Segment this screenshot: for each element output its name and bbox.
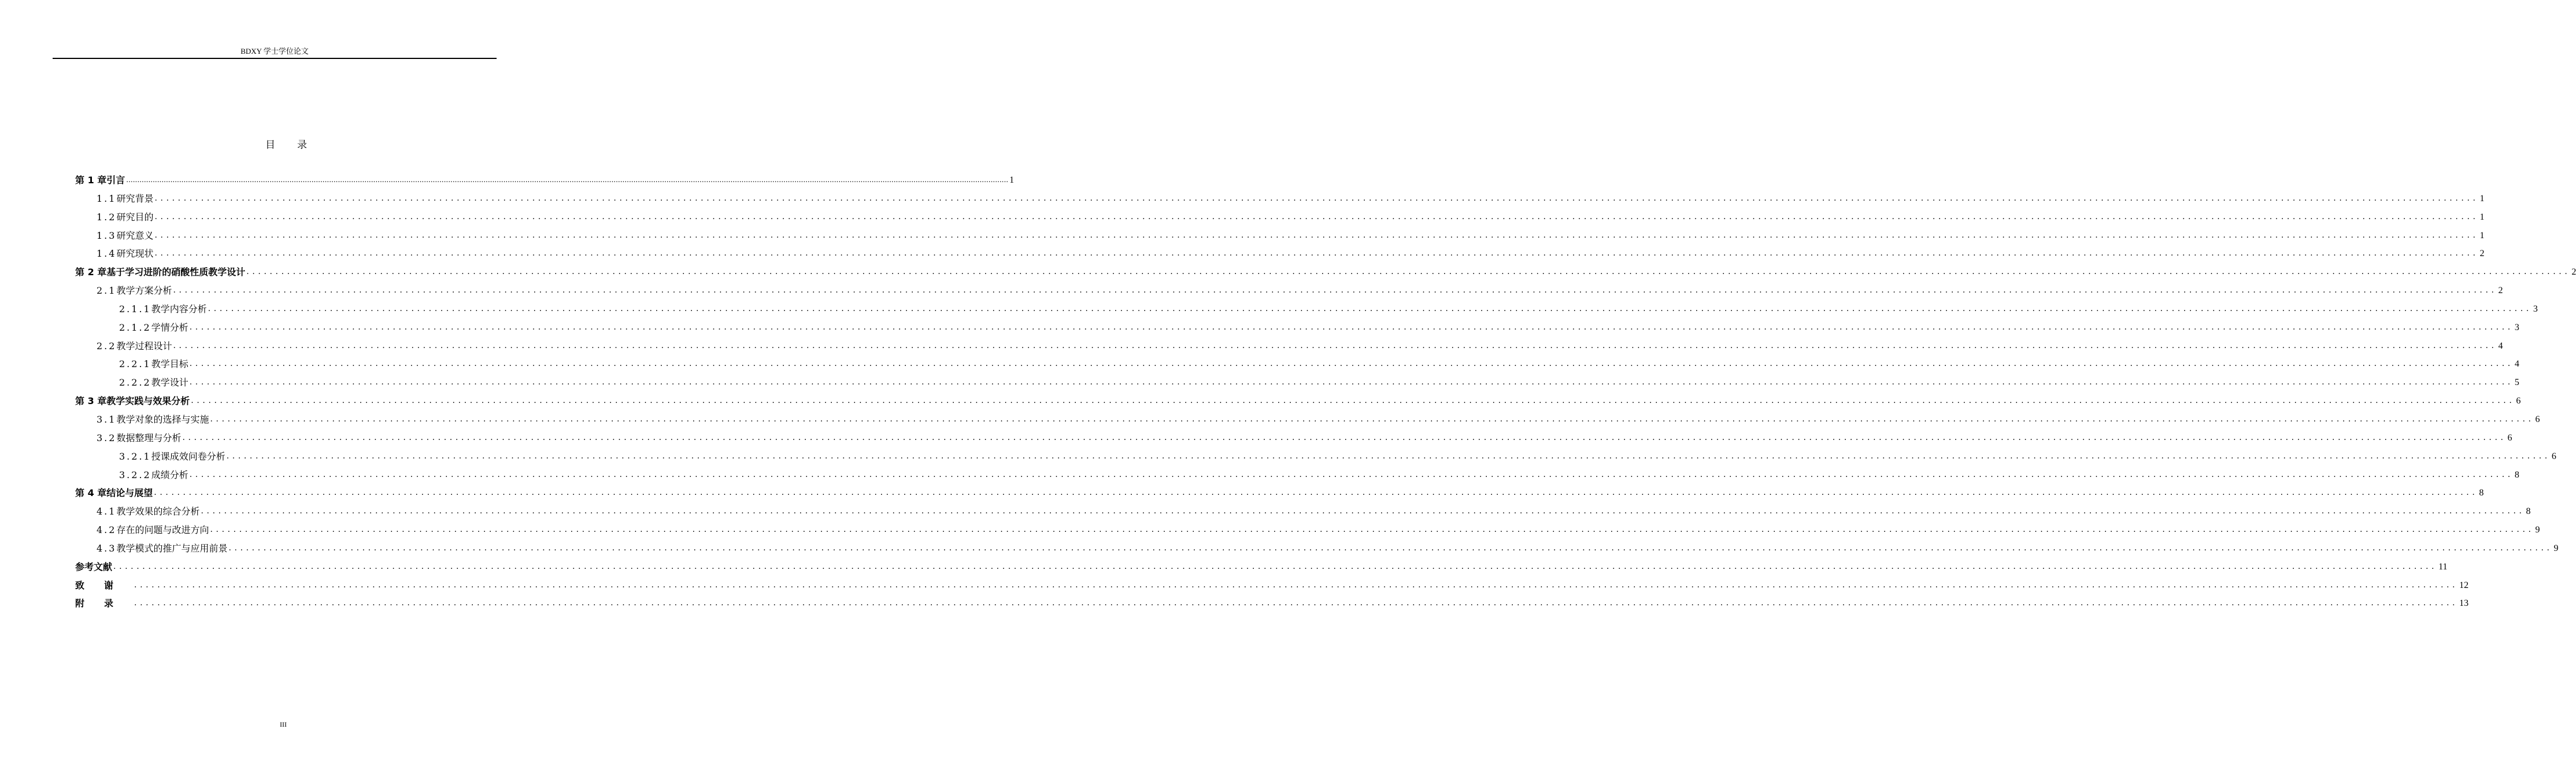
toc-entry-title: 引言	[106, 175, 125, 186]
toc-leader-dots: ................................................................................................................................................................................................................................................................................................................................................................................................................	[189, 322, 2514, 332]
toc-entry-title: 成绩分析	[151, 469, 188, 480]
toc-leader-dots: ................................................................................................................................................................................................................................................................................................................................................................................................................	[201, 506, 2525, 516]
toc-entry-page: 6	[2507, 432, 2512, 443]
toc-entry-title: 教学方案分析	[116, 285, 172, 297]
toc-entry[interactable]	[75, 502, 2531, 521]
toc-entry[interactable]	[75, 466, 2519, 484]
toc-leader-dots: ................................................................................................................................................................................................................................................................................................................................................................................................................	[154, 249, 2479, 258]
toc-entry-page: 9	[2535, 525, 2540, 535]
toc-entry-number: 4.3	[97, 542, 117, 554]
toc-entry-page: 8	[2479, 488, 2484, 498]
toc-entry[interactable]	[75, 373, 2519, 392]
toc-entry-title: 学情分析	[151, 321, 188, 333]
toc-entry[interactable]	[75, 576, 2469, 595]
toc-entry-number: 4.1	[97, 506, 117, 517]
toc-entry-title: 授课成效问卷分析	[151, 450, 225, 462]
toc-leader-dots: ................................................................................................................................................................................................................................................................................................................................................................................................................	[189, 469, 2514, 479]
running-header: BDXY 学士学位论文	[240, 47, 309, 56]
toc-title-right: 录	[297, 139, 307, 151]
toc-entry[interactable]	[75, 558, 2448, 576]
table-of-contents	[75, 171, 2576, 613]
toc-entry-page: 6	[2516, 396, 2521, 406]
toc-entry-title: 基于学习进阶的硝酸性质教学设计	[106, 267, 246, 278]
header-divider	[53, 58, 497, 59]
toc-entry-title: 研究背景	[116, 193, 154, 204]
toc-entry-page: 5	[2514, 378, 2519, 388]
toc-entry-title: 教学实践与效果分析	[106, 395, 190, 407]
toc-entry-title: 研究意义	[116, 230, 154, 241]
toc-entry-number: 1.2	[97, 211, 117, 223]
toc-leader-dots: ................................................................................................................................................................................................................................................................................................................................................................................................................	[154, 230, 2479, 240]
toc-entry[interactable]	[75, 245, 2485, 263]
toc-entry[interactable]	[75, 208, 2485, 227]
toc-title-left: 目	[265, 139, 275, 151]
toc-entry-number: 2.2.1	[119, 358, 151, 370]
toc-entry-page: 1	[2479, 193, 2485, 204]
toc-leader-dots: ................................................................................................................................................................................................................................................................................................................................................................................................................	[210, 414, 2534, 424]
toc-entry-number: 3.2	[97, 432, 117, 443]
toc-entry-number: 第 2 章	[75, 267, 107, 278]
toc-entry-title: 研究目的	[116, 211, 154, 223]
toc-leader-dots: ................................................................................................................................................................................................................................................................................................................................................................................................................	[228, 543, 2553, 553]
toc-entry-page: 3	[2514, 322, 2519, 332]
toc-entry-number: 2.1.1	[119, 303, 151, 314]
toc-entry-page: 1	[1009, 175, 1015, 185]
toc-leader-dots: ................................................................................................................................................................................................................................................................................................................................................................................................................	[246, 267, 2571, 277]
toc-entry-number: 2.2	[97, 340, 117, 352]
toc-entry-title: 参考文献	[75, 561, 113, 572]
toc-entry[interactable]	[75, 594, 2469, 613]
toc-leader-dots: ................................................................................................................................................................................................................................................................................................................................................................................................................	[191, 396, 2515, 406]
toc-title	[0, 136, 572, 151]
toc-leader-dots: ................................................................................................................................................................................................................................................................................................................................................................................................................	[189, 359, 2514, 369]
toc-entry[interactable]	[75, 429, 2512, 447]
toc-entry-page: 8	[2526, 506, 2531, 517]
toc-entry[interactable]	[75, 319, 2519, 337]
toc-entry-title: 教学过程设计	[116, 340, 172, 352]
toc-entry-number: 4.2	[97, 524, 117, 536]
toc-leader-dots: ................................................................................................................................................................................................................................................................................................................................................................................................................	[189, 378, 2514, 387]
toc-entry-title: 存在的问题与改进方向	[116, 524, 209, 536]
toc-entry-page: 9	[2553, 543, 2559, 553]
toc-leader-dots: ................................................................................................................................................................................................................................................................................................................................................................................................................	[210, 525, 2534, 535]
toc-entry-page: 6	[2535, 414, 2540, 424]
toc-entry-number: 3.2.1	[119, 450, 151, 462]
toc-leader-dots: ................................................................................................................................................................................................................................................................................................................................................................................................................	[154, 193, 2479, 203]
toc-entry[interactable]	[75, 171, 1015, 190]
toc-entry-title: 教学目标	[151, 358, 188, 370]
toc-leader-dots: ................................................................................................................................................................................................................................................................................................................................................................................................................	[182, 432, 2507, 442]
toc-entry-title: 研究现状	[116, 248, 154, 260]
toc-entry-title: 数据整理与分析	[116, 432, 182, 443]
toc-entry[interactable]	[75, 410, 2540, 429]
toc-entry[interactable]	[75, 190, 2485, 208]
toc-entry-page: 2	[2498, 286, 2503, 296]
toc-entry-page: 8	[2514, 469, 2519, 480]
toc-entry-number: 2.1.2	[119, 321, 151, 333]
toc-leader-dots: ................................................................................................................................................................................................................................................................................................................................................................................................................	[173, 341, 2497, 350]
toc-entry-title: 教学设计	[151, 377, 188, 388]
toc-entry-title: 教学内容分析	[151, 303, 207, 314]
toc-entry-page: 2	[2479, 249, 2485, 259]
toc-leader-dots: ................................................................................................................................................................................................................................................................................................................................................................................................................	[113, 561, 2438, 571]
toc-entry[interactable]	[75, 521, 2540, 539]
toc-entry-number: 3.1	[97, 413, 117, 425]
toc-leader-dots: ................................................................................................................................................................................................................................................................................................................................................................................................................	[208, 304, 2532, 313]
toc-entry[interactable]	[75, 227, 2485, 245]
toc-entry-number: 1.3	[97, 230, 117, 241]
page-number: III	[280, 720, 287, 728]
toc-entry-title: 附录	[75, 598, 134, 609]
toc-entry[interactable]	[75, 392, 2521, 410]
toc-entry-title: 教学模式的推广与应用前景	[116, 542, 228, 554]
toc-entry-title: 教学对象的选择与实施	[116, 413, 209, 425]
toc-entry-page: 1	[2479, 212, 2485, 222]
toc-entry-number: 第 3 章	[75, 395, 107, 407]
toc-entry-number: 2.2.2	[119, 377, 151, 388]
toc-leader-dots: ................................................................................................................................................................................................................................................................................................................................................................................................................	[134, 598, 2459, 608]
toc-entry-page: 4	[2514, 359, 2519, 369]
toc-leader-dots: ................................................................................................................................................................................................................................................................................................................................................................................................................	[154, 488, 2478, 498]
toc-entry-page: 3	[2533, 304, 2538, 314]
toc-leader-dots: ................................................................................................................................................................................................................................................................................................................................................................................................................	[126, 176, 1009, 184]
toc-entry[interactable]	[75, 282, 2503, 300]
toc-entry-page: 13	[2459, 598, 2469, 609]
toc-entry[interactable]	[75, 484, 2484, 502]
toc-entry-page: 1	[2479, 230, 2485, 240]
toc-entry-title: 结论与展望	[106, 487, 153, 499]
toc-leader-dots: ................................................................................................................................................................................................................................................................................................................................................................................................................	[154, 212, 2479, 221]
toc-entry-page: 2	[2571, 267, 2576, 278]
toc-entry-number: 第 4 章	[75, 487, 107, 499]
toc-entry[interactable]	[75, 539, 2559, 558]
toc-entry-page: 12	[2459, 580, 2469, 590]
toc-entry-title: 致谢	[75, 579, 134, 591]
toc-entry[interactable]	[75, 447, 2556, 466]
toc-entry-page: 11	[2438, 561, 2448, 572]
toc-leader-dots: ................................................................................................................................................................................................................................................................................................................................................................................................................	[173, 286, 2497, 295]
toc-entry-number: 2.1	[97, 285, 117, 297]
toc-entry[interactable]	[75, 300, 2538, 319]
toc-leader-dots: ................................................................................................................................................................................................................................................................................................................................................................................................................	[226, 451, 2551, 461]
toc-entry-number: 1.1	[97, 193, 117, 204]
toc-entry[interactable]	[75, 337, 2503, 356]
toc-entry-number: 第 1 章	[75, 175, 107, 186]
toc-leader-dots: ................................................................................................................................................................................................................................................................................................................................................................................................................	[134, 580, 2459, 590]
toc-entry-page: 4	[2498, 341, 2503, 351]
toc-entry-title: 教学效果的综合分析	[116, 506, 200, 517]
toc-entry-number: 3.2.2	[119, 469, 151, 480]
toc-entry-number: 1.4	[97, 248, 117, 260]
toc-entry[interactable]	[75, 355, 2519, 373]
toc-entry[interactable]	[75, 263, 2576, 282]
toc-entry-page: 6	[2551, 451, 2556, 461]
